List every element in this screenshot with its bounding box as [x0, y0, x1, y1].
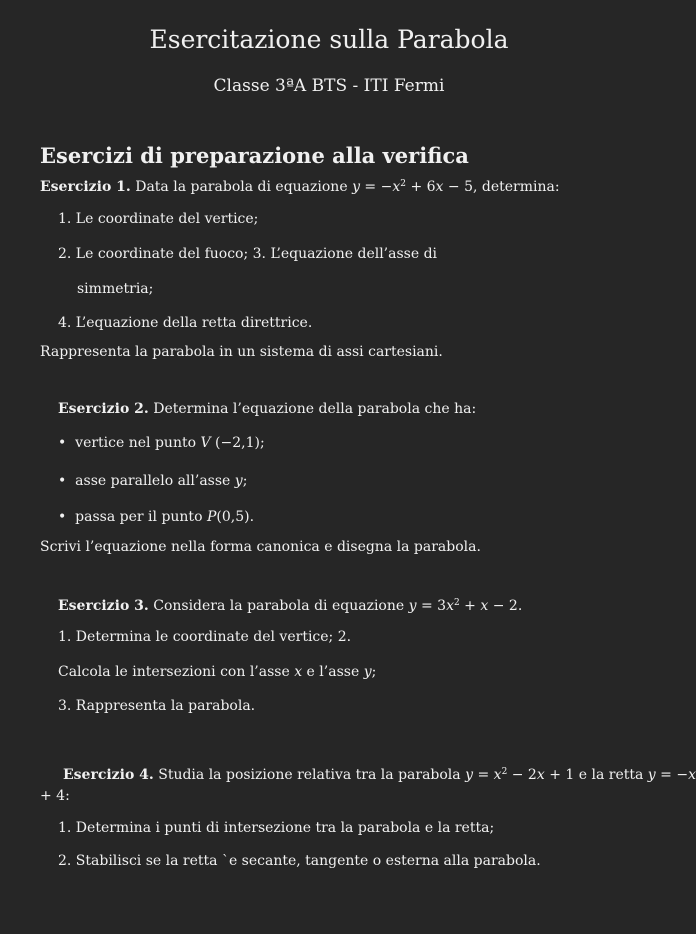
math-text: + 6	[406, 179, 436, 195]
exercise-1-label: Esercizio 1.	[40, 179, 131, 195]
exercise-4-text: Studia la posizione relativa tra la parabola	[158, 767, 461, 783]
bullet-text: (0,5).	[216, 509, 255, 525]
math-text: = −	[359, 179, 393, 195]
math-var: x	[435, 179, 444, 195]
exercise-4-label: Esercizio 4.	[63, 767, 154, 783]
math-text: = −	[655, 767, 689, 783]
math-exponent: 2	[501, 767, 508, 777]
bullet-text: passa per il punto	[75, 509, 207, 525]
bullet-icon: •	[58, 509, 67, 525]
math-var: y	[465, 767, 474, 783]
math-var: y	[363, 664, 372, 680]
exercise-1-intro	[40, 178, 560, 196]
bullet-icon: •	[58, 473, 67, 489]
exercise-2-bullet-1	[58, 434, 265, 452]
math-var: x	[493, 767, 502, 783]
bullet-text: asse parallelo all’asse	[75, 473, 235, 489]
bullet-text: vertice nel punto	[75, 435, 201, 451]
exercise-2-bullet-3	[58, 508, 254, 526]
exercise-1-closing: Rappresenta la parabola in un sistema di assi cartesiani.	[40, 344, 443, 360]
exercise-4-intro	[63, 766, 696, 784]
exercise-4-item-2: 2. Stabilisci se la retta `e secante, tangente o esterna alla parabola.	[58, 853, 541, 869]
bullet-text: (−2,1);	[210, 435, 265, 451]
math-var: y	[647, 767, 656, 783]
math-text: + 1 e la retta	[544, 767, 648, 783]
bullet-text: ;	[242, 473, 248, 489]
exercise-2-text: Determina l’equazione della parabola che ha:	[153, 401, 477, 417]
exercise-1-item-2-cont: simmetria;	[77, 281, 154, 297]
exercise-1-item-2: 2. Le coordinate del fuoco; 3. L’equazione dell’asse di	[58, 246, 438, 262]
math-var: x	[480, 598, 489, 614]
exercise-3-item-2	[58, 663, 376, 681]
math-text: − 2.	[488, 598, 523, 614]
math-var: y	[408, 598, 417, 614]
math-text: = 3	[416, 598, 447, 614]
math-exponent: 2	[454, 598, 460, 608]
item-text: Calcola le intersezioni con l’asse	[58, 664, 295, 680]
math-var: x	[536, 767, 545, 783]
page-title: Esercitazione sulla Parabola	[149, 25, 509, 54]
exercise-3-intro	[58, 597, 522, 615]
page-subtitle: Classe 3ªA BTS - ITI Fermi	[213, 76, 445, 96]
math-var: y	[352, 179, 360, 195]
item-text: e l’asse	[302, 664, 364, 680]
exercise-3-item-3: 3. Rappresenta la parabola.	[58, 698, 256, 714]
math-var: x	[392, 179, 401, 195]
math-text: − 5, determina:	[443, 179, 560, 195]
exercise-2-intro	[58, 400, 476, 418]
math-var: y	[234, 473, 243, 489]
exercise-2-bullet-2	[58, 472, 247, 490]
math-exponent: 2	[400, 179, 406, 189]
math-var: P	[206, 509, 217, 525]
item-text: ;	[371, 664, 377, 680]
math-var: x	[294, 664, 303, 680]
exercise-3-text: Considera la parabola di equazione	[153, 598, 405, 614]
math-text: − 2	[507, 767, 537, 783]
math-var: V	[200, 435, 211, 451]
math-text: =	[473, 767, 494, 783]
exercise-2-label: Esercizio 2.	[58, 401, 149, 417]
section-heading: Esercizi di preparazione alla verifica	[40, 143, 469, 168]
math-var: x	[446, 598, 454, 614]
exercise-3-item-1: 1. Determina le coordinate del vertice; 2.	[58, 629, 352, 645]
math-var: x	[688, 767, 696, 783]
bullet-icon: •	[58, 435, 67, 451]
math-text: +	[459, 598, 481, 614]
exercise-1-item-3: 4. L’equazione della retta direttrice.	[58, 315, 313, 331]
exercise-4-item-1: 1. Determina i punti di intersezione tra la parabola e la retta;	[58, 820, 495, 836]
exercise-1-item-1: 1. Le coordinate del vertice;	[58, 211, 259, 227]
exercise-2-closing: Scrivi l’equazione nella forma canonica e disegna la parabola.	[40, 539, 481, 555]
exercise-1-text: Data la parabola di equazione	[135, 179, 348, 195]
exercise-3-label: Esercizio 3.	[58, 598, 149, 614]
exercise-4-intro-wrap: + 4:	[40, 788, 70, 804]
